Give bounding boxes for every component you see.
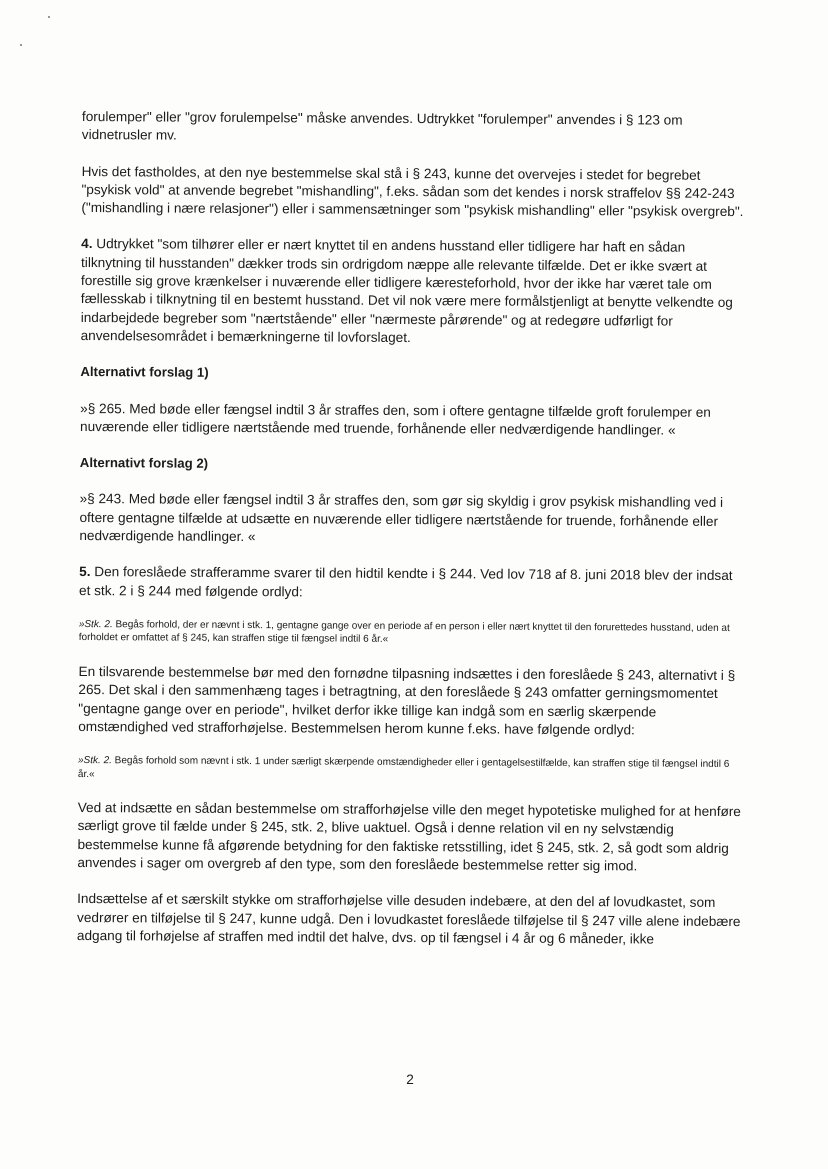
- paragraph-text: Udtrykket "som tilhører eller er nært knyttet til en andens husstand eller tidligere har haft en sådan tilknytning til husstanden" dækker trods sin ordrigdom næppe alle relevante tilfælde. Det er ikke svært at forestille sig grove krænkelser i nuværende eller tidligere kæresteforhold, hvor der ikke har været tale om fællesskab i tilknytning til en bestemt husstand. Det vil nok være mere formålstjenligt at benytte velkendte og indarbejdede begreber som "nærtstående" eller "nærmeste pårørende" og at redegøre udførligt for anvendelsesområdet i bemærkningerne til lovforslaget.: [80, 236, 733, 345]
- quoted-provision: [79, 618, 747, 649]
- section-heading: Alternativt forslag 2): [79, 455, 209, 471]
- section-heading: Alternativt forslag 1): [80, 364, 209, 381]
- paragraph: »§ 243. Med bøde eller fængsel indtil 3 år straffes den, som gør sig skyldig i grov psykisk mishandling ved i oftere gentagne tilfælde at udsætte en nuværende eller tidligere nærtstående for truende, forhånende eller nedværdigende handlinger. «: [79, 491, 724, 545]
- page-number: 2: [406, 1072, 414, 1087]
- quoted-provision: [78, 754, 746, 785]
- provision-text: Begås forhold, der er nævnt i stk. 1, gentagne gange over en periode af en person i eller nært knyttet til den forurettedes husstand, uden at forholdet er omfattet af § 245, kan straffen stige til fængsel indtil 6 år.«: [78, 619, 730, 646]
- paragraph-text: Den foreslåede strafferamme svarer til den hidtil kendte i § 244. Ved lov 718 af 8. juni 2018 blev der indsat et stk. 2 i § 244 med følgende ordlyd:: [79, 564, 733, 599]
- paragraph: [79, 563, 747, 604]
- paragraph: En tilsvarende bestemmelse bør med den fornødne tilpasning indsættes i den foreslåede § 243, alternativt i § 265. Det skal i den sammenhæng tages i betragtning, at den foreslåede § 243 omfatter gerningsmomentet "gentagne gange over en periode", hvilket derfor ikke tillige kan indgå som en særlig skærpende omstændighed ved strafforhøjelse. Bestemmelsen herom kunne f.eks. have følgende ordlyd:: [78, 663, 736, 738]
- provision-lead: »Stk. 2.: [77, 755, 112, 767]
- paragraph: »§ 265. Med bøde eller fængsel indtil 3 år straffes den, som i oftere gentagne tilfælde groft forulemper en nuværende eller tidligere nærtstående med truende, forhånende eller nedværdigende handlinger. «: [80, 400, 711, 438]
- paragraph: forulemper" eller "grov forulempelse" måske anvendes. Udtrykket "forulemper" anvendes i § 123 om vidnetrusler mv.: [81, 108, 683, 143]
- paragraph: Indsættelse af et særskilt stykke om strafforhøjelse ville desuden indebære, at den del af lovudkastet, som vedrører en tilføjelse til § 247, kunne udgå. Den i lovudkastet foreslåede tilføjelse til § 247 ville alene indebære adgang til forhøjelse af straffen med indtil det halve, dvs. op til fængsel i 4 år og 6 måneder, ikke: [76, 891, 741, 947]
- provision-lead: »Stk. 2.: [78, 618, 113, 631]
- paragraph: Ved at indsætte en sådan bestemmelse om strafforhøjelse ville den meget hypotetiske mulighed for at henføre særligt grove til fælde under § 245, stk. 2, blive uaktuel. Også i denne relation vil en ny selvstændig bestemmelse kunne få afgørende betydning for den faktiske retsstilling, idet § 245, stk. 2, så godt som aldrig anvendes i sager om overgreb af den type, som den foreslåede bestemmelse retter sig imod.: [77, 800, 741, 874]
- paragraph-number: 5.: [79, 564, 91, 580]
- provision-text: Begås forhold som nævnt i stk. 1 under særligt skærpende omstændigheder eller i gentagelsestilfælde, kan straffen stige til fængsel indtil 6 år.«: [77, 755, 730, 780]
- page-content: [77, 108, 750, 949]
- paragraph: Hvis det fastholdes, at den nye bestemmelse skal stå i § 243, kunne det overvejes i stedet for begrebet "psykisk vold" at anvende begrebet "mishandling", f.eks. sådan som det kendes i norsk straffelov §§ 242-243 ("mishandling i nære relasjoner") eller i sammensætninger som "psykisk mishandling" eller "psykisk overgreb".: [81, 163, 744, 220]
- scan-speck: [20, 44, 22, 46]
- scan-speck: [48, 16, 50, 18]
- paragraph-number: 4.: [81, 236, 93, 252]
- paragraph: [81, 235, 750, 349]
